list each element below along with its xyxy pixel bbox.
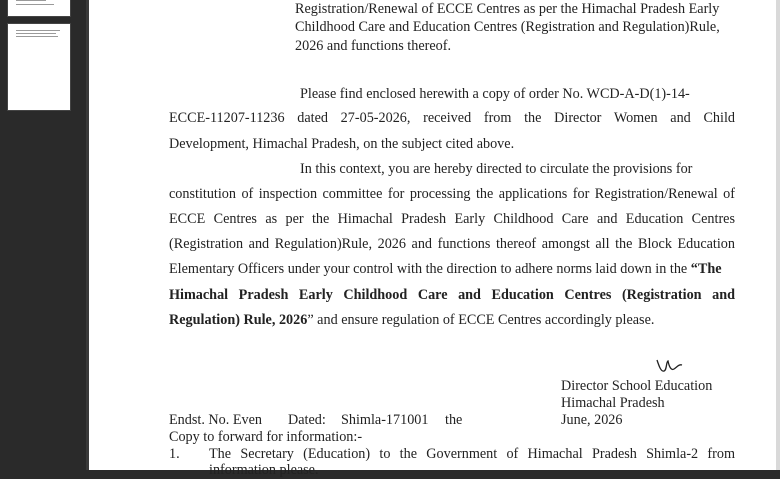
para2-line-5-bold: “The [690, 261, 722, 277]
para2-line-7 [169, 311, 654, 329]
para1-line-1: Please find enclosed herewith a copy of order No. WCD-A-D(1)-14- [300, 86, 690, 102]
para2-line-7-bold: Regulation) Rule, 2026 [169, 312, 308, 328]
para2-line-5 [169, 260, 735, 278]
endorsement-number: Endst. No. Even [169, 412, 262, 428]
thumbnail-sidebar [0, 0, 86, 470]
para1-line-3: Development, Himachal Pradesh, on the subject cited above. [169, 136, 515, 152]
endorsement-item-1-text: The Secretary (Education) to the Government of Himachal Pradesh Shimla-2 from [209, 446, 735, 462]
para2-line-2: constitution of inspection committee for processing the applications for Registration/Renewal of [169, 186, 735, 202]
endorsement-item-1-number: 1. [169, 446, 180, 462]
signature-designation: Director School Education [561, 378, 713, 394]
para2-line-7-text: ” and ensure regulation of ECCE Centres accordingly please. [307, 312, 655, 328]
page-thumbnail-1[interactable] [8, 0, 70, 16]
para2-line-4: (Registration and Regulation)Rule, 2026 and functions thereof amongst all the Block Education [169, 236, 735, 252]
signature-mark [655, 356, 685, 376]
subject-line-2: Childhood Care and Education Centres (Registration and Regulation)Rule, [295, 19, 720, 35]
subject-line-1: Registration/Renewal of ECCE Centres as per the Himachal Pradesh Early [295, 1, 720, 17]
endorsement-the: the [445, 412, 463, 428]
para2-line-6: Himachal Pradesh Early Childhood Care and Education Centres (Registration and [169, 287, 735, 303]
signature-date: June, 2026 [561, 412, 623, 428]
document-page [86, 0, 780, 478]
para2-line-3: ECCE Centres as per the Himachal Pradesh Early Childhood Care and Education Centres [169, 211, 735, 227]
page-edge [776, 0, 780, 470]
page-thumbnail-2[interactable] [8, 24, 70, 110]
para2-line-5-text: Elementary Officers under your control with the direction to adhere norms laid down in the [169, 261, 691, 277]
endorsement-item-1-continuation: information please. [209, 462, 319, 478]
signature-state: Himachal Pradesh [561, 395, 665, 411]
endorsement-copy-line: Copy to forward for information:- [169, 429, 363, 445]
endorsement-dated-label: Dated: [288, 412, 326, 428]
para1-line-2: ECCE-11207-11236 dated 27-05-2026, received from the Director Women and Child [169, 110, 735, 126]
subject-line-3: 2026 and functions thereof. [295, 38, 452, 54]
para2-line-1: In this context, you are hereby directed to circulate the provisions for [300, 161, 693, 177]
endorsement-dated-value: Shimla-171001 [341, 412, 429, 428]
